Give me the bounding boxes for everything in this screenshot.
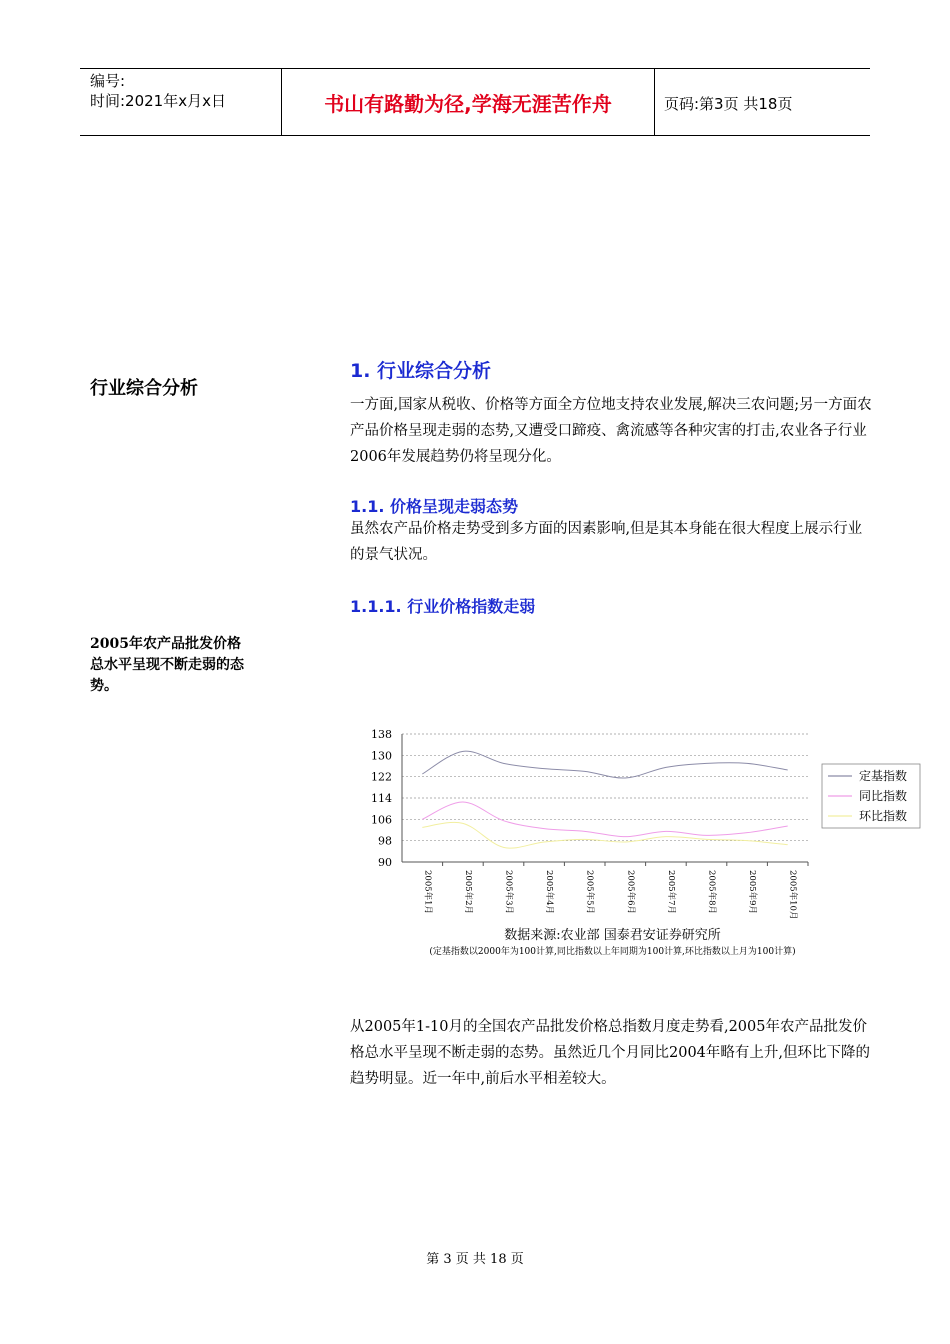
y-tick-label: 106: [371, 813, 392, 827]
subsection-paragraph: 虽然农产品价格走势受到多方面的因素影响,但是其本身能在很大程度上展示行业的景气状况。: [350, 521, 863, 563]
subsection-heading: 1.1. 价格呈现走弱态势: [350, 497, 518, 516]
number-label: 编号:: [90, 72, 126, 90]
x-tick-label: 2005年5月: [584, 870, 595, 915]
subsubsection-heading: 1.1.1. 行业价格指数走弱: [350, 597, 536, 616]
series-line-1: [422, 751, 787, 778]
page-label: 页码:第3页 共18页: [664, 95, 793, 113]
page-footer: 第 3 页 共 18 页: [426, 1252, 524, 1267]
price-index-chart: [360, 720, 930, 925]
legend-label: 环比指数: [859, 809, 908, 823]
x-tick-label: 2005年10月: [787, 870, 798, 920]
x-tick-label: 2005年2月: [462, 870, 473, 915]
x-tick-label: 2005年4月: [544, 870, 555, 915]
legend-label: 同比指数: [859, 789, 908, 803]
chart-note: (定基指数以2000年为100计算,同比指数以上年同期为100计算,环比指数以上月为100计算): [429, 947, 796, 957]
analysis-paragraph: 从2005年1-10月的全国农产品批发价格总指数月度走势看,2005年农产品批发价格总水平呈现不断走弱的态势。虽然近几个月同比2004年略有上升,但环比下降的趋势明显。近一年中,前后水平相差较大。: [350, 1019, 871, 1087]
legend-label: 定基指数: [859, 769, 908, 783]
chart-source: 数据来源:农业部 国泰君安证券研究所: [504, 928, 721, 943]
x-tick-label: 2005年6月: [625, 870, 636, 915]
y-tick-label: 98: [378, 834, 392, 848]
series-line-3: [422, 822, 787, 848]
header-divider: [654, 68, 655, 136]
intro-paragraph: 一方面,国家从税收、价格等方面全方位地支持农业发展,解决三农问题;另一方面农产品价格呈现走弱的态势,又遭受口蹄疫、禽流感等各种灾害的打击,农业各子行业2006年发展趋势仍将呈现分化。: [350, 397, 872, 465]
y-tick-label: 90: [378, 856, 392, 869]
x-tick-label: 2005年8月: [706, 870, 717, 915]
y-tick-label: 138: [371, 728, 392, 741]
time-label: 时间:2021年x月x日: [90, 92, 226, 110]
header-bottom-border: [80, 135, 870, 136]
y-tick-label: 130: [371, 749, 392, 763]
x-tick-label: 2005年1月: [422, 870, 433, 915]
header-top-border: [80, 68, 870, 69]
sidebar-note: 2005年农产品批发价格总水平呈现不断走弱的态势。: [90, 636, 244, 694]
x-tick-label: 2005年3月: [503, 870, 514, 915]
sidebar-title: 行业综合分析: [90, 378, 198, 399]
y-tick-label: 122: [371, 770, 392, 784]
x-tick-label: 2005年7月: [665, 870, 676, 915]
section-heading: 1. 行业综合分析: [350, 360, 492, 382]
header-motto: 书山有路勤为径,学海无涯苦作舟: [324, 92, 612, 116]
x-tick-label: 2005年9月: [747, 870, 758, 915]
y-tick-label: 114: [371, 792, 392, 805]
